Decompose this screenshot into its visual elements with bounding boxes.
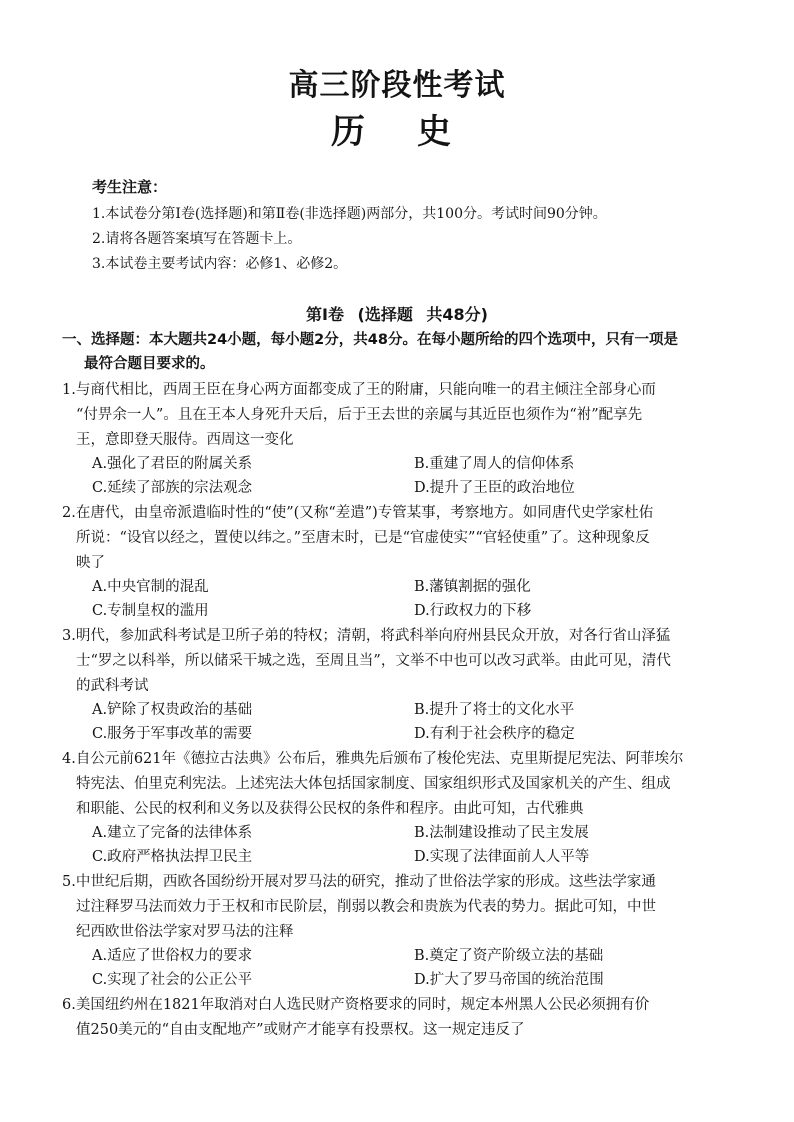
question-stem-line: 士“罗之以科举，所以储采干城之选，至周且当”，文举不中也可以改习武举。由此可见，清代 (76, 653, 671, 669)
answer-option: C.专制皇权的滥用 (92, 603, 209, 619)
exam-title: 高三阶段性考试 (288, 68, 506, 103)
answer-option: A.铲除了权贵政治的基础 (92, 702, 253, 718)
part-title: 第Ⅰ卷 (选择题 共48分) (306, 305, 488, 324)
question-stem-line: 和职能、公民的权利和义务以及获得公民权的条件和程序。由此可知，古代雅典 (76, 801, 584, 817)
question-stem-line: 6.美国纽约州在1821年取消对白人选民财产资格要求的同时，规定本州黑人公民必须拥有价 (62, 997, 650, 1013)
question-stem-line: 3.明代，参加武科考试是卫所子弟的特权；清朝，将武科举向府州县民众开放，对各行省山泽猛 (62, 628, 671, 644)
notice-heading: 考生注意： (92, 178, 168, 196)
notice-item: 3.本试卷主要考试内容：必修1、必修2。 (92, 256, 348, 272)
subject-title: 历史 (331, 112, 503, 152)
question-stem-line: “付畀余一人”。且在王本人身死升天后，后于王去世的亲属与其近臣也须作为“祔”配享先 (76, 407, 643, 423)
notice-item: 1.本试卷分第Ⅰ卷(选择题)和第Ⅱ卷(非选择题)两部分，共100分。考试时间90分钟。 (92, 206, 607, 222)
question-stem-line: 值250美元的“自由支配地产”或财产才能享有投票权。这一规定违反了 (76, 1022, 525, 1038)
question-stem-line: 纪西欧世俗法学家对罗马法的注释 (76, 924, 294, 940)
answer-option: A.中央官制的混乱 (92, 579, 209, 595)
question-stem-line: 4.自公元前621年《德拉古法典》公布后，雅典先后颁布了梭伦宪法、克里斯提尼宪法、阿菲埃尔 (62, 751, 684, 767)
question-stem-line: 的武科考试 (76, 678, 149, 694)
question-stem-line: 2.在唐代，由皇帝派遣临时性的“使”(又称“差遣”)专管某事，考察地方。如同唐代史学家杜佑 (62, 505, 654, 521)
question-stem-line: 5.中世纪后期，西欧各国纷纷开展对罗马法的研究，推动了世俗法学家的形成。这些法学家通 (62, 874, 656, 890)
answer-option: D.实现了法律面前人人平等 (414, 849, 590, 865)
answer-option: C.政府严格执法捍卫民主 (92, 849, 253, 865)
question-stem-line: 过注释罗马法而效力于王权和市民阶层，削弱以教会和贵族为代表的势力。据此可知，中世 (76, 899, 656, 915)
answer-option: C.实现了社会的公正公平 (92, 972, 253, 988)
answer-option: C.服务于军事改革的需要 (92, 726, 253, 742)
answer-option: A.建立了完备的法律体系 (92, 825, 253, 841)
answer-option: D.有利于社会秩序的稳定 (414, 726, 575, 742)
question-stem-line: 映了 (76, 555, 105, 571)
answer-option: B.重建了周人的信仰体系 (414, 456, 575, 472)
question-stem-line: 王，意即登天服侍。西周这一变化 (76, 432, 294, 448)
section-instruction: 一、选择题：本大题共24小题，每小题2分，共48分。在每小题所给的四个选项中，只有一项是 (62, 332, 678, 348)
answer-option: B.法制建设推动了民主发展 (414, 825, 589, 841)
notice-item: 2.请将各题答案填写在答题卡上。 (92, 231, 302, 247)
answer-option: D.行政权力的下移 (414, 603, 532, 619)
question-stem-line: 所说：“设官以经之，置使以纬之。”至唐末时，已是“官虚使实”“官轻使重”了。这种现象反 (76, 530, 650, 546)
section-instruction: 最符合题目要求的。 (84, 356, 215, 372)
question-stem-line: 特宪法、伯里克利宪法。上述宪法大体包括国家制度、国家组织形式及国家机关的产生、组成 (76, 776, 671, 792)
answer-option: C.延续了部族的宗法观念 (92, 480, 253, 496)
answer-option: B.奠定了资产阶级立法的基础 (414, 948, 604, 964)
answer-option: D.提升了王臣的政治地位 (414, 480, 575, 496)
answer-option: B.提升了将士的文化水平 (414, 702, 575, 718)
answer-option: A.适应了世俗权力的要求 (92, 948, 253, 964)
answer-option: A.强化了君臣的附属关系 (92, 456, 253, 472)
answer-option: B.藩镇割据的强化 (414, 579, 531, 595)
question-stem-line: 1.与商代相比，西周王臣在身心两方面都变成了王的附庸，只能向唯一的君主倾注全部身心而 (62, 382, 656, 398)
answer-option: D.扩大了罗马帝国的统治范围 (414, 972, 604, 988)
